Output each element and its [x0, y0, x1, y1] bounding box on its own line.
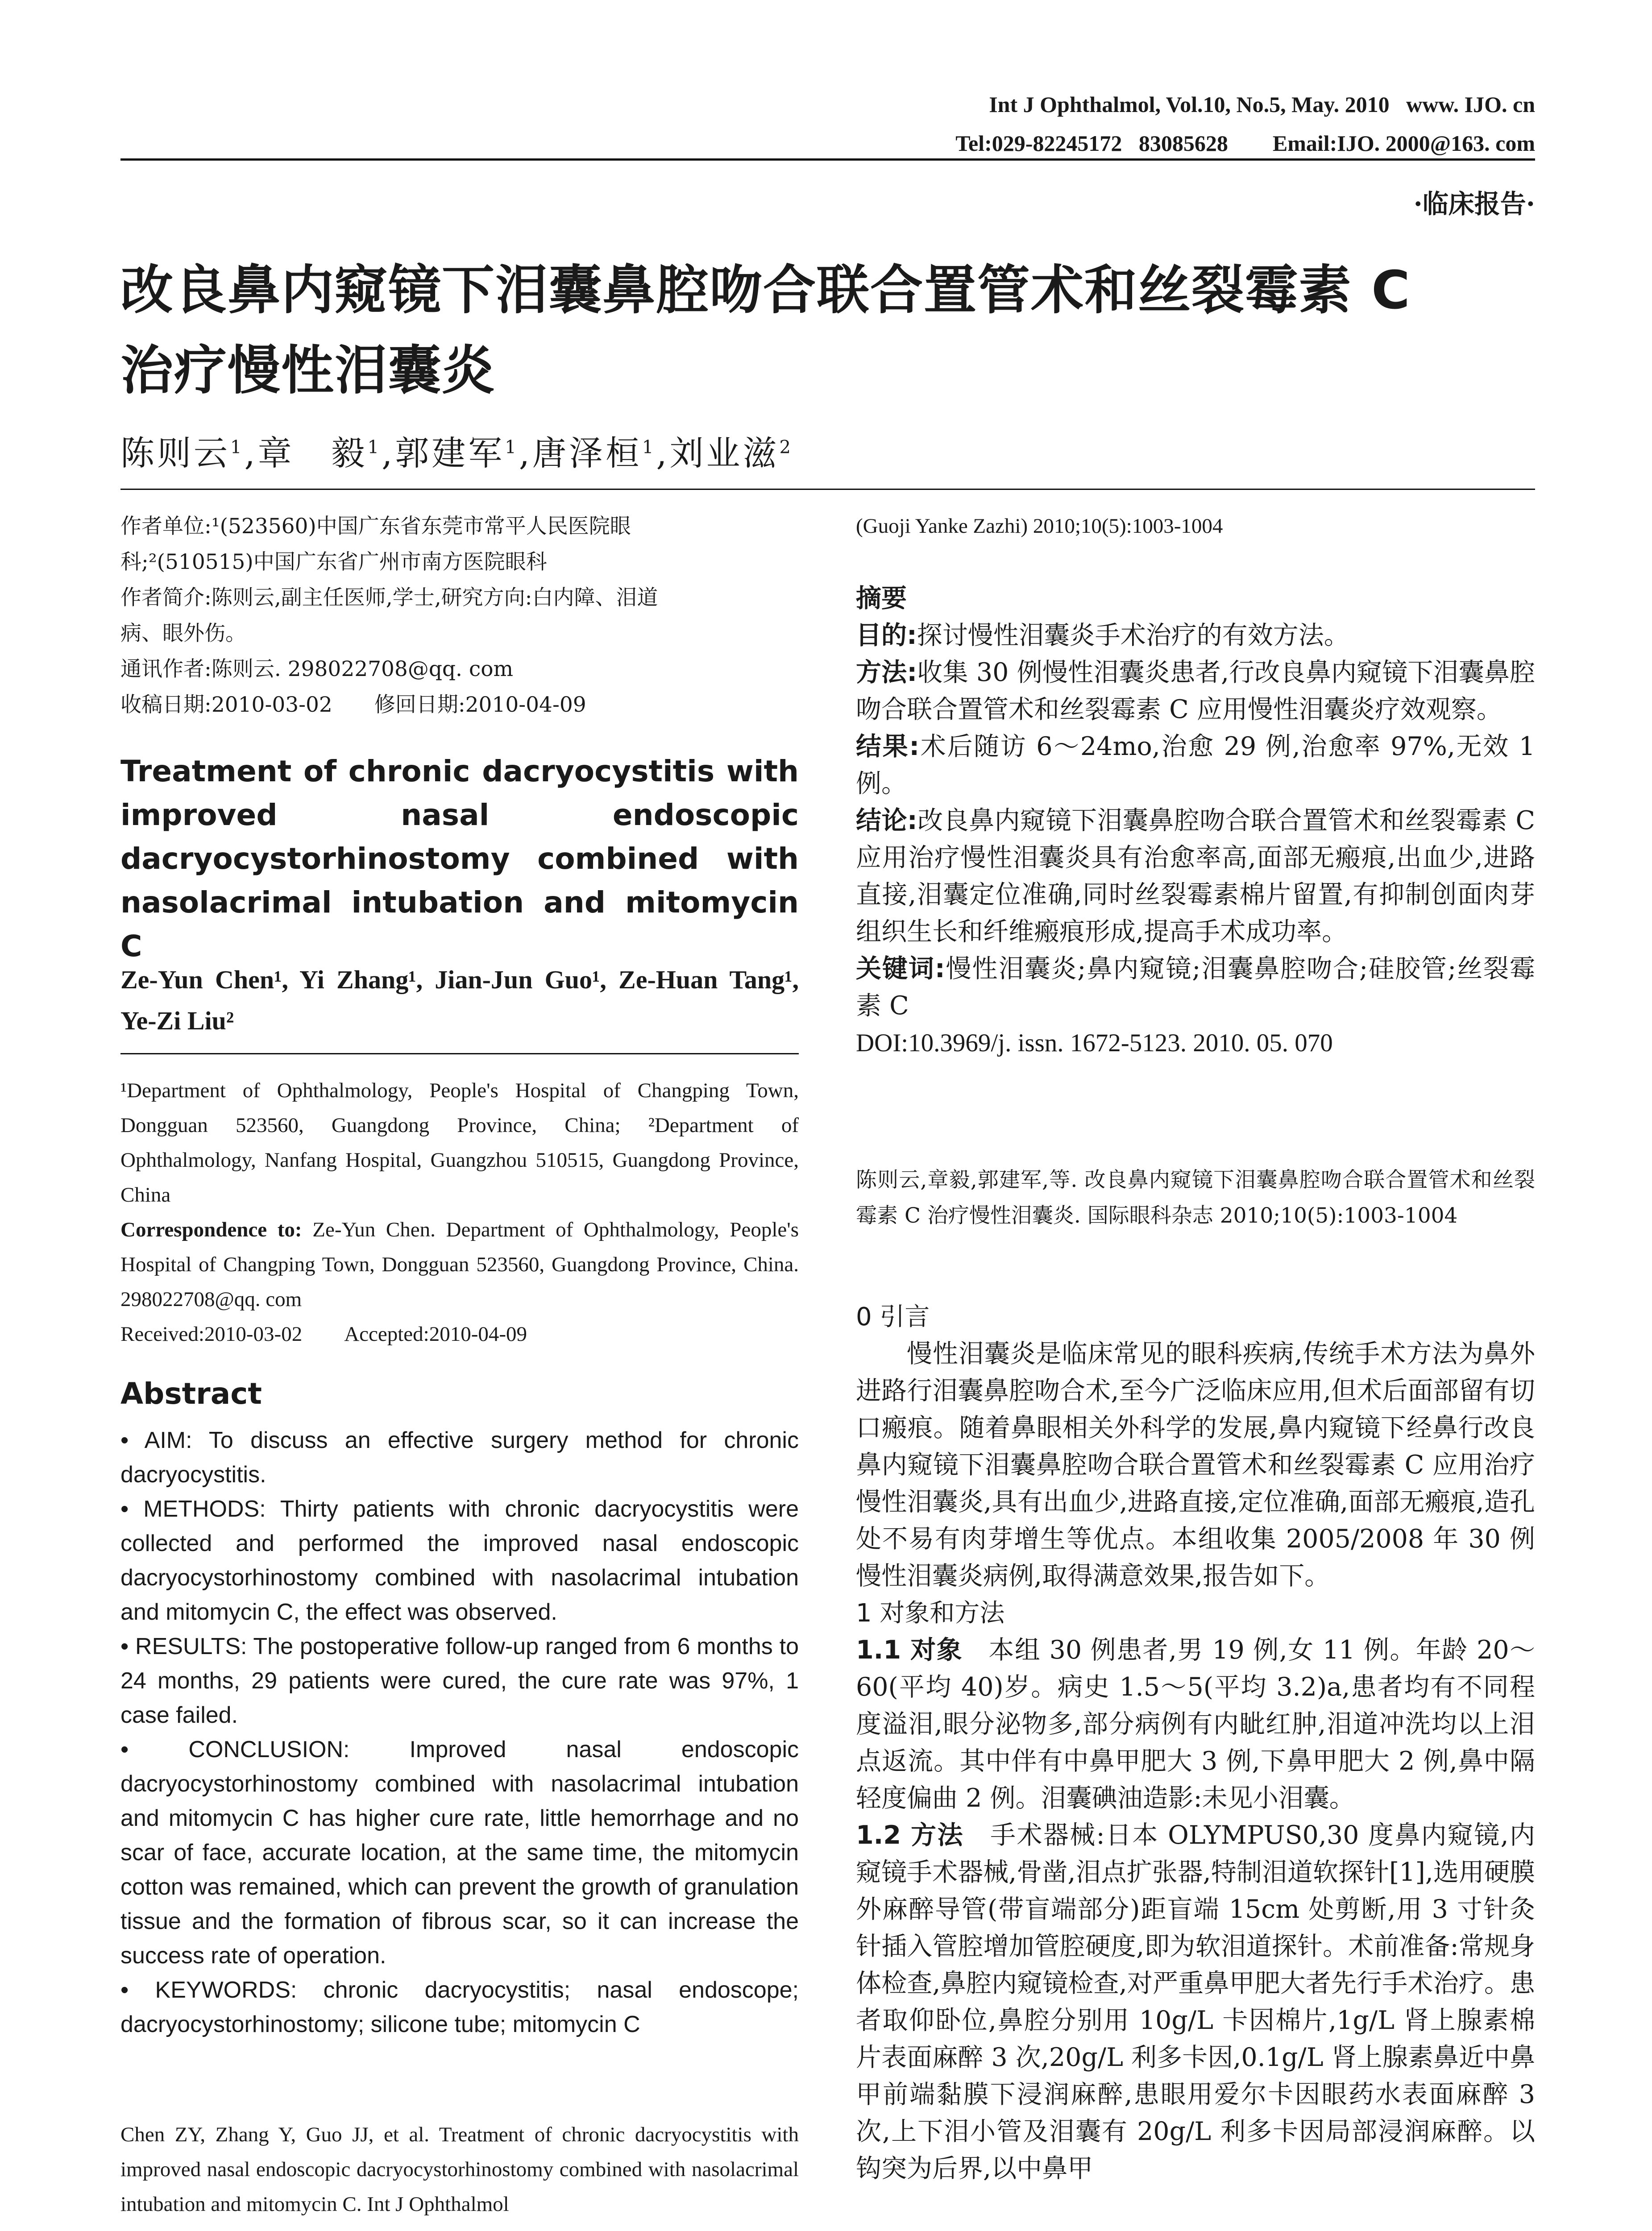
- title-rule: [120, 489, 1535, 490]
- correspondence-label: Correspondence to:: [120, 1218, 302, 1241]
- objective-label: 目的:: [856, 621, 917, 650]
- author-1: 陈则云: [120, 433, 230, 473]
- intro-heading: 0 引言: [856, 1302, 930, 1331]
- author-2: 章 毅: [257, 433, 368, 473]
- section-1-2-label: 1.2 方法: [856, 1820, 964, 1850]
- abstract-heading-en: Abstract: [120, 1377, 262, 1411]
- authors-cn: 陈则云$^1$,章 毅$^1$,郭建军$^1$,唐泽桓$^1$,刘业滋$^2$: [120, 433, 793, 473]
- conclusion: [856, 802, 1535, 950]
- journal-header-line2: Tel:029-82245172 83085628 Email:IJO. 2000@163. com: [955, 131, 1535, 156]
- results: [856, 728, 1535, 802]
- citation-en-continued: (Guoji Yanke Zazhi) 2010;10(5):1003-1004: [856, 514, 1223, 538]
- abstract-heading-cn: 摘要: [856, 584, 907, 613]
- author-info-block: [120, 509, 799, 723]
- affiliation: ¹Department of Ophthalmology, People's Hospital of Changping Town, Dongguan 523560, Guangdong Province, China; ²Department of Ophthalmology, Nanfang Hospital, Guangzhou 510515, Guangdong Province, China: [120, 1079, 799, 1207]
- doi: DOI:10.3969/j. issn. 1672-5123. 2010. 05. 070: [856, 1029, 1333, 1057]
- author-4-aff: 1: [642, 437, 656, 458]
- section-1-1-text: 本组 30 例患者,男 19 例,女 11 例。年龄 20～60(平均 40)岁。病史 1.5～5(平均 3.2)a,患者均有不同程度溢泪,眼分泌物多,部分病例有内眦红肿,泪道冲洗均以上泪点返流。其中伴有中鼻甲肥大 3 例,下鼻甲肥大 2 例,鼻中隔轻度偏曲 2 例。泪囊碘油造影:未见小泪囊。: [856, 1635, 1535, 1813]
- keywords-label: 关键词:: [856, 954, 945, 983]
- author-3-aff: 1: [505, 437, 519, 458]
- received-dates: Received:2010-03-02 Accepted:2010-04-09: [120, 1323, 527, 1346]
- section-tag: ·临床报告·: [1413, 189, 1535, 219]
- citation-cn: 陈则云,章毅,郭建军,等. 改良鼻内窥镜下泪囊鼻腔吻合联合置管术和丝裂霉素 C 治疗慢性泪囊炎. 国际眼科杂志 2010;10(5):1003-1004: [856, 1168, 1535, 1228]
- abstract-aim: • AIM: To discuss an effective surgery method for chronic dacryocystitis.: [120, 1427, 799, 1488]
- keywords: [856, 950, 1535, 1024]
- author-5-aff: 2: [779, 437, 793, 458]
- conclusion-label: 结论:: [856, 806, 917, 835]
- page-title: [120, 250, 1535, 411]
- title-line-1: 改良鼻内窥镜下泪囊鼻腔吻合联合置管术和丝裂霉素 C: [120, 259, 1411, 321]
- abstract-cn: [856, 580, 1535, 1062]
- correspondence-text: Ze-Yun Chen. Department of Ophthalmology, People's Hospital of Changping Town, Dongguan 523560, Guangdong Province, China. 298022708@qq. com: [120, 1218, 799, 1311]
- author-1-aff: 1: [230, 437, 245, 458]
- results-label: 结果:: [856, 732, 920, 761]
- methods-text: 收集 30 例慢性泪囊炎患者,行改良鼻内窥镜下泪囊鼻腔吻合联合置管术和丝裂霉素 C 应用慢性泪囊炎疗效观察。: [856, 658, 1536, 724]
- abstract-en: [120, 1423, 799, 2042]
- english-title: Treatment of chronic dacryocystitis with improved nasal endoscopic dacryocystorhinostomy combined with nasolacrimal intubation and mitomycin C: [120, 754, 799, 963]
- abstract-results: • RESULTS: The postoperative follow-up ranged from 6 months to 24 months, 29 patients were cured, the cure rate was 97%, 1 case failed.: [120, 1634, 799, 1728]
- body-text: [856, 1298, 1535, 2187]
- section-1-heading: 1 对象和方法: [856, 1599, 1005, 1628]
- objective: [856, 617, 1535, 654]
- conclusion-text: 改良鼻内窥镜下泪囊鼻腔吻合联合置管术和丝裂霉素 C 应用治疗慢性泪囊炎具有治愈率高,面部无瘢痕,出血少,进路直接,泪囊定位准确,同时丝裂霉素棉片留置,有抑制创面肉芽组织生长和纤维瘢痕形成,提高手术成功率。: [856, 806, 1535, 946]
- methods-label: 方法:: [856, 658, 917, 687]
- section-1-2-text: 手术器械:日本 OLYMPUS0,30 度鼻内窥镜,内窥镜手术器械,骨凿,泪点扩张器,特制泪道软探针[1],选用硬膜外麻醉导管(带盲端部分)距盲端 15cm 处剪断,用 3 寸针灸针插入管腔增加管腔硬度,即为软泪道探针。术前准备:常规身体检查,鼻腔内窥镜检查,对严重鼻甲肥大者先行手术治疗。患者取仰卧位,鼻腔分别用 10g/L 卡因棉片,1g/L 肾上腺素棉片表面麻醉 3 次,20g/L 利多卡因,0.1g/L 肾上腺素鼻近中鼻甲前端黏膜下浸润麻醉,患眼用爱尔卡因眼药水表面麻醉 3 次,上下泪小管及泪囊有 20g/L 利多卡因局部浸润麻醉。以钩突为后界,以中鼻甲: [856, 1820, 1536, 2183]
- info-line: 病、眼外伤。: [120, 621, 246, 646]
- info-line: 通讯作者:陈则云. 298022708@qq. com: [120, 657, 514, 681]
- info-line: 作者简介:陈则云,副主任医师,学士,研究方向:白内障、泪道: [120, 585, 658, 610]
- info-line: 作者单位:¹(523560)中国广东省东莞市常平人民医院眼: [120, 514, 631, 539]
- title-line-2: 治疗慢性泪囊炎: [120, 340, 496, 401]
- affiliation-block: [120, 1073, 799, 1352]
- info-line: 收稿日期:2010-03-02 修回日期:2010-04-09: [120, 693, 586, 717]
- english-authors: Ze-Yun Chen¹, Yi Zhang¹, Jian-Jun Guo¹, Ze-Huan Tang¹, Ye-Zi Liu²: [120, 965, 799, 1035]
- abstract-conclusion: • CONCLUSION: Improved nasal endoscopic dacryocystorhinostomy combined with nasolacrimal intubation and mitomycin C has higher cure rate, little hemorrhage and no scar of face, accurate location, at the same time, the mitomycin cotton was remained, which can prevent the growth of granulation tissue and the formation of fibrous scar, so it can increase the success rate of operation.: [120, 1737, 799, 1969]
- abstract-keywords: • KEYWORDS: chronic dacryocystitis; nasal endoscope; dacryocystorhinostomy; silicone tube; mitomycin C: [120, 1977, 799, 2037]
- info-line: 科;²(510515)中国广东省广州市南方医院眼科: [120, 550, 547, 574]
- author-3: 郭建军: [395, 433, 505, 473]
- objective-text: 探讨慢性泪囊炎手术治疗的有效方法。: [917, 621, 1349, 650]
- author-5: 刘业滋: [669, 433, 780, 473]
- author-rule: [120, 1053, 799, 1054]
- keywords-text: 慢性泪囊炎;鼻内窥镜;泪囊鼻腔吻合;硅胶管;丝裂霉素 C: [856, 954, 1535, 1020]
- author-2-aff: 1: [367, 437, 382, 458]
- methods: [856, 654, 1535, 728]
- intro-paragraph: 慢性泪囊炎是临床常见的眼科疾病,传统手术方法为鼻外进路行泪囊鼻腔吻合术,至今广泛临床应用,但术后面部留有切口瘢痕。随着鼻眼相关外科学的发展,鼻内窥镜下经鼻行改良鼻内窥镜下泪囊鼻腔吻合联合置管术和丝裂霉素 C 应用治疗慢性泪囊炎,具有出血少,进路直接,定位准确,面部无瘢痕,造孔处不易有肉芽增生等优点。本组收集 2005/2008 年 30 例慢性泪囊炎病例,取得满意效果,报告如下。: [856, 1339, 1535, 1591]
- correspondence: [120, 1212, 799, 1317]
- abstract-methods: • METHODS: Thirty patients with chronic dacryocystitis were collected and performed the improved nasal endoscopic dacryocystorhinostomy combined with nasolacrimal intubation and mitomycin C, the effect was observed.: [120, 1496, 799, 1625]
- section-1-1-label: 1.1 对象: [856, 1635, 963, 1665]
- header-rule: [120, 158, 1535, 161]
- journal-header-line1: Int J Ophthalmol, Vol.10, No.5, May. 2010 www. IJO. cn: [989, 92, 1535, 117]
- citation-en: Chen ZY, Zhang Y, Guo JJ, et al. Treatment of chronic dacryocystitis with improved nasal endoscopic dacryocystorhinostomy combined with nasolacrimal intubation and mitomycin C. Int J Ophthalmol: [120, 2123, 799, 2216]
- author-4: 唐泽桓: [532, 433, 642, 473]
- results-text: 术后随访 6～24mo,治愈 29 例,治愈率 97%,无效 1 例。: [856, 732, 1535, 798]
